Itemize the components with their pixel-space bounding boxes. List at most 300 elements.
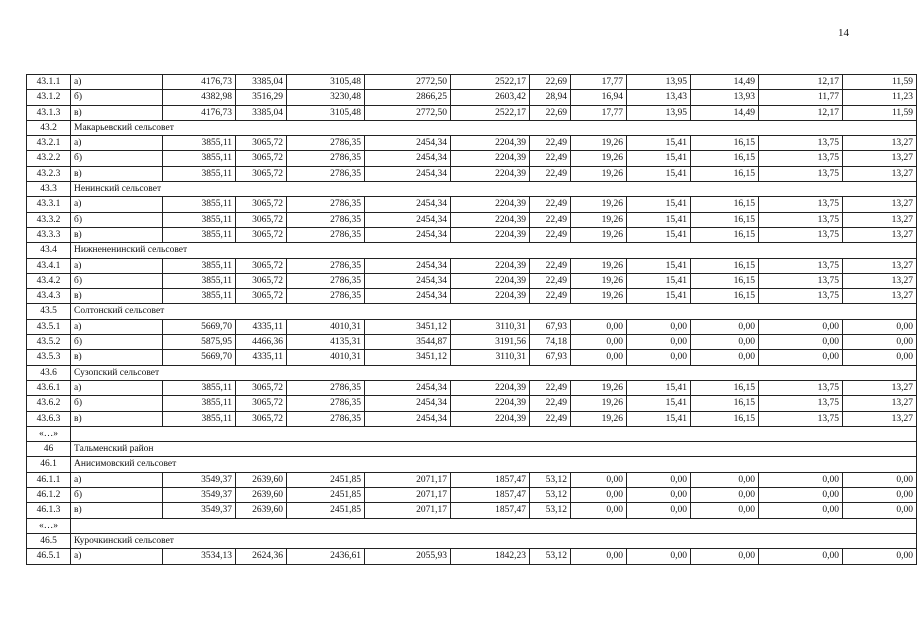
row-code: 43.3.3: [27, 227, 71, 242]
value-cell: 13,27: [843, 289, 917, 304]
value-cell: 19,26: [571, 151, 627, 166]
row-label: а): [71, 472, 163, 487]
value-cell: 3549,37: [163, 472, 236, 487]
value-cell: 2204,39: [451, 273, 530, 288]
value-cell: 14,49: [691, 75, 759, 90]
value-cell: 0,00: [571, 350, 627, 365]
value-cell: 2454,34: [365, 151, 451, 166]
value-cell: 13,75: [759, 227, 843, 242]
value-cell: 3065,72: [236, 273, 287, 288]
value-cell: 3451,12: [365, 319, 451, 334]
section-header-row: [27, 365, 917, 380]
value-cell: 3855,11: [163, 411, 236, 426]
section-title: Макарьевский сельсовет: [71, 120, 917, 135]
row-code: 43.1.3: [27, 105, 71, 120]
section-header-row: [27, 120, 917, 135]
value-cell: 0,00: [843, 319, 917, 334]
value-cell: 2204,39: [451, 212, 530, 227]
value-cell: 0,00: [571, 549, 627, 564]
section-header-row: [27, 304, 917, 319]
value-cell: 22,49: [530, 227, 571, 242]
row-code: 43.5.3: [27, 350, 71, 365]
value-cell: 16,15: [691, 380, 759, 395]
value-cell: 1857,47: [451, 503, 530, 518]
value-cell: 2786,35: [287, 411, 365, 426]
value-cell: 0,00: [759, 549, 843, 564]
value-cell: 22,49: [530, 411, 571, 426]
value-cell: 0,00: [627, 335, 691, 350]
value-cell: 0,00: [627, 488, 691, 503]
value-cell: 3110,31: [451, 319, 530, 334]
value-cell: 2451,85: [287, 472, 365, 487]
value-cell: 0,00: [571, 488, 627, 503]
table-row: [27, 166, 917, 181]
value-cell: 12,17: [759, 75, 843, 90]
value-cell: 16,15: [691, 166, 759, 181]
value-cell: 2204,39: [451, 396, 530, 411]
value-cell: 2204,39: [451, 151, 530, 166]
value-cell: 3855,11: [163, 136, 236, 151]
value-cell: 11,23: [843, 90, 917, 105]
value-cell: 16,15: [691, 396, 759, 411]
value-cell: 13,27: [843, 396, 917, 411]
value-cell: 2786,35: [287, 258, 365, 273]
value-cell: 2624,36: [236, 549, 287, 564]
value-cell: 2451,85: [287, 503, 365, 518]
row-code: 43.6.2: [27, 396, 71, 411]
value-cell: 0,00: [759, 335, 843, 350]
value-cell: 19,26: [571, 166, 627, 181]
row-code: 43.3.1: [27, 197, 71, 212]
value-cell: 2454,34: [365, 411, 451, 426]
value-cell: 17,77: [571, 75, 627, 90]
section-header-row: [27, 533, 917, 548]
table-row: [27, 350, 917, 365]
value-cell: 3855,11: [163, 380, 236, 395]
value-cell: 67,93: [530, 350, 571, 365]
value-cell: 15,41: [627, 289, 691, 304]
empty-cell: [71, 426, 917, 441]
value-cell: 2786,35: [287, 151, 365, 166]
value-cell: 13,75: [759, 380, 843, 395]
value-cell: 13,27: [843, 136, 917, 151]
section-title: Нижнененинский сельсовет: [71, 243, 917, 258]
value-cell: 11,59: [843, 75, 917, 90]
section-code: 46: [27, 442, 71, 457]
value-cell: 2454,34: [365, 197, 451, 212]
ellipsis-mark: «…»: [27, 518, 71, 533]
value-cell: 4135,31: [287, 335, 365, 350]
row-code: 43.2.2: [27, 151, 71, 166]
value-cell: 3065,72: [236, 396, 287, 411]
row-code: 46.1.3: [27, 503, 71, 518]
ellipsis-row: [27, 426, 917, 441]
table-row: [27, 503, 917, 518]
value-cell: 2204,39: [451, 166, 530, 181]
value-cell: 1857,47: [451, 472, 530, 487]
table-row: [27, 335, 917, 350]
value-cell: 13,75: [759, 166, 843, 181]
section-title: Анисимовский сельсовет: [71, 457, 917, 472]
value-cell: 2639,60: [236, 472, 287, 487]
value-cell: 22,69: [530, 75, 571, 90]
value-cell: 13,27: [843, 380, 917, 395]
row-code: 43.3.2: [27, 212, 71, 227]
row-code: 43.4.1: [27, 258, 71, 273]
section-header-row: [27, 457, 917, 472]
value-cell: 22,49: [530, 212, 571, 227]
value-cell: 2454,34: [365, 289, 451, 304]
row-code: 43.1.2: [27, 90, 71, 105]
row-code: 43.4.2: [27, 273, 71, 288]
value-cell: 5669,70: [163, 319, 236, 334]
value-cell: 19,26: [571, 197, 627, 212]
row-label: а): [71, 380, 163, 395]
row-code: 43.2.3: [27, 166, 71, 181]
value-cell: 2204,39: [451, 289, 530, 304]
value-cell: 0,00: [691, 472, 759, 487]
row-label: а): [71, 549, 163, 564]
value-cell: 16,15: [691, 136, 759, 151]
value-cell: 12,17: [759, 105, 843, 120]
row-code: 43.6.1: [27, 380, 71, 395]
value-cell: 2454,34: [365, 212, 451, 227]
row-label: в): [71, 166, 163, 181]
value-cell: 0,00: [627, 549, 691, 564]
value-cell: 3549,37: [163, 488, 236, 503]
value-cell: 2639,60: [236, 503, 287, 518]
section-title: Ненинский сельсовет: [71, 182, 917, 197]
value-cell: 0,00: [691, 549, 759, 564]
value-cell: 0,00: [843, 335, 917, 350]
value-cell: 16,15: [691, 411, 759, 426]
value-cell: 74,18: [530, 335, 571, 350]
value-cell: 3385,04: [236, 105, 287, 120]
value-cell: 3855,11: [163, 273, 236, 288]
section-code: 43.5: [27, 304, 71, 319]
value-cell: 22,49: [530, 380, 571, 395]
value-cell: 4382,98: [163, 90, 236, 105]
value-cell: 0,00: [627, 319, 691, 334]
row-code: 46.1.1: [27, 472, 71, 487]
table-row: [27, 212, 917, 227]
value-cell: 2866,25: [365, 90, 451, 105]
value-cell: 15,41: [627, 411, 691, 426]
value-cell: 13,27: [843, 411, 917, 426]
value-cell: 11,59: [843, 105, 917, 120]
value-cell: 2071,17: [365, 503, 451, 518]
value-cell: 2204,39: [451, 411, 530, 426]
value-cell: 13,27: [843, 197, 917, 212]
value-cell: 2055,93: [365, 549, 451, 564]
value-cell: 0,00: [759, 472, 843, 487]
value-cell: 0,00: [691, 319, 759, 334]
row-label: б): [71, 488, 163, 503]
value-cell: 3855,11: [163, 258, 236, 273]
value-cell: 2639,60: [236, 488, 287, 503]
table-row: [27, 472, 917, 487]
value-cell: 16,15: [691, 212, 759, 227]
table-row: [27, 549, 917, 564]
value-cell: 3516,29: [236, 90, 287, 105]
value-cell: 3065,72: [236, 380, 287, 395]
value-cell: 19,26: [571, 411, 627, 426]
value-cell: 13,27: [843, 212, 917, 227]
value-cell: 3065,72: [236, 258, 287, 273]
value-cell: 3855,11: [163, 212, 236, 227]
value-cell: 3855,11: [163, 166, 236, 181]
empty-cell: [71, 518, 917, 533]
value-cell: 22,69: [530, 105, 571, 120]
value-cell: 0,00: [571, 503, 627, 518]
value-cell: 13,75: [759, 258, 843, 273]
section-code: 43.2: [27, 120, 71, 135]
value-cell: 13,75: [759, 197, 843, 212]
row-label: б): [71, 335, 163, 350]
value-cell: 5669,70: [163, 350, 236, 365]
row-label: в): [71, 105, 163, 120]
value-cell: 22,49: [530, 151, 571, 166]
tariff-table: [26, 74, 917, 565]
value-cell: 2454,34: [365, 396, 451, 411]
value-cell: 19,26: [571, 227, 627, 242]
value-cell: 3065,72: [236, 227, 287, 242]
value-cell: 53,12: [530, 488, 571, 503]
table-row: [27, 105, 917, 120]
value-cell: 0,00: [627, 472, 691, 487]
page-number: 14: [838, 27, 849, 39]
table-row: [27, 258, 917, 273]
section-title: Тальменский район: [71, 442, 917, 457]
value-cell: 2454,34: [365, 258, 451, 273]
table-row: [27, 488, 917, 503]
value-cell: 0,00: [759, 350, 843, 365]
value-cell: 19,26: [571, 258, 627, 273]
table-row: [27, 289, 917, 304]
section-header-row: [27, 243, 917, 258]
value-cell: 4176,73: [163, 75, 236, 90]
row-label: в): [71, 350, 163, 365]
value-cell: 0,00: [691, 488, 759, 503]
value-cell: 13,95: [627, 75, 691, 90]
value-cell: 3451,12: [365, 350, 451, 365]
value-cell: 0,00: [843, 549, 917, 564]
value-cell: 2454,34: [365, 166, 451, 181]
row-code: 43.5.2: [27, 335, 71, 350]
value-cell: 3534,13: [163, 549, 236, 564]
value-cell: 0,00: [627, 503, 691, 518]
value-cell: 3855,11: [163, 227, 236, 242]
value-cell: 16,15: [691, 227, 759, 242]
value-cell: 0,00: [571, 472, 627, 487]
value-cell: 2071,17: [365, 472, 451, 487]
value-cell: 13,27: [843, 258, 917, 273]
ellipsis-mark: «…»: [27, 426, 71, 441]
value-cell: 2436,61: [287, 549, 365, 564]
value-cell: 53,12: [530, 472, 571, 487]
row-label: а): [71, 197, 163, 212]
table-row: [27, 396, 917, 411]
value-cell: 0,00: [571, 335, 627, 350]
value-cell: 3105,48: [287, 75, 365, 90]
row-code: 43.6.3: [27, 411, 71, 426]
value-cell: 2204,39: [451, 380, 530, 395]
value-cell: 13,75: [759, 411, 843, 426]
table-row: [27, 90, 917, 105]
value-cell: 13,75: [759, 151, 843, 166]
value-cell: 4466,36: [236, 335, 287, 350]
value-cell: 3065,72: [236, 197, 287, 212]
value-cell: 3544,87: [365, 335, 451, 350]
table-row: [27, 319, 917, 334]
value-cell: 15,41: [627, 396, 691, 411]
value-cell: 4176,73: [163, 105, 236, 120]
value-cell: 13,27: [843, 166, 917, 181]
value-cell: 15,41: [627, 166, 691, 181]
value-cell: 3065,72: [236, 136, 287, 151]
value-cell: 3065,72: [236, 166, 287, 181]
value-cell: 0,00: [627, 350, 691, 365]
value-cell: 16,15: [691, 273, 759, 288]
section-title: Курочкинский сельсовет: [71, 533, 917, 548]
ellipsis-row: [27, 518, 917, 533]
value-cell: 3855,11: [163, 396, 236, 411]
value-cell: 15,41: [627, 258, 691, 273]
value-cell: 0,00: [843, 350, 917, 365]
value-cell: 2786,35: [287, 380, 365, 395]
value-cell: 0,00: [759, 319, 843, 334]
row-label: а): [71, 75, 163, 90]
row-label: а): [71, 258, 163, 273]
value-cell: 15,41: [627, 380, 691, 395]
value-cell: 2786,35: [287, 136, 365, 151]
value-cell: 3065,72: [236, 151, 287, 166]
value-cell: 2204,39: [451, 227, 530, 242]
value-cell: 3855,11: [163, 289, 236, 304]
value-cell: 15,41: [627, 136, 691, 151]
section-header-row: [27, 442, 917, 457]
value-cell: 2786,35: [287, 212, 365, 227]
row-code: 46.5.1: [27, 549, 71, 564]
value-cell: 3065,72: [236, 289, 287, 304]
value-cell: 53,12: [530, 503, 571, 518]
table-row: [27, 151, 917, 166]
value-cell: 2786,35: [287, 227, 365, 242]
table-row: [27, 136, 917, 151]
value-cell: 3855,11: [163, 151, 236, 166]
value-cell: 15,41: [627, 197, 691, 212]
value-cell: 2204,39: [451, 136, 530, 151]
value-cell: 2786,35: [287, 273, 365, 288]
value-cell: 4010,31: [287, 350, 365, 365]
value-cell: 16,15: [691, 197, 759, 212]
value-cell: 2522,17: [451, 105, 530, 120]
value-cell: 16,15: [691, 258, 759, 273]
row-label: б): [71, 212, 163, 227]
value-cell: 5875,95: [163, 335, 236, 350]
value-cell: 22,49: [530, 166, 571, 181]
row-label: б): [71, 151, 163, 166]
value-cell: 3065,72: [236, 411, 287, 426]
section-header-row: [27, 182, 917, 197]
value-cell: 19,26: [571, 380, 627, 395]
value-cell: 16,94: [571, 90, 627, 105]
section-title: Сузопский сельсовет: [71, 365, 917, 380]
value-cell: 2522,17: [451, 75, 530, 90]
row-code: 43.1.1: [27, 75, 71, 90]
value-cell: 0,00: [759, 503, 843, 518]
value-cell: 0,00: [843, 503, 917, 518]
value-cell: 3385,04: [236, 75, 287, 90]
value-cell: 2454,34: [365, 380, 451, 395]
value-cell: 2786,35: [287, 396, 365, 411]
value-cell: 19,26: [571, 212, 627, 227]
value-cell: 2071,17: [365, 488, 451, 503]
value-cell: 13,27: [843, 227, 917, 242]
value-cell: 14,49: [691, 105, 759, 120]
value-cell: 2786,35: [287, 197, 365, 212]
value-cell: 4335,11: [236, 350, 287, 365]
value-cell: 2603,42: [451, 90, 530, 105]
table-row: [27, 380, 917, 395]
value-cell: 3191,56: [451, 335, 530, 350]
value-cell: 2772,50: [365, 75, 451, 90]
value-cell: 0,00: [691, 350, 759, 365]
row-label: в): [71, 289, 163, 304]
value-cell: 3105,48: [287, 105, 365, 120]
value-cell: 1842,23: [451, 549, 530, 564]
value-cell: 53,12: [530, 549, 571, 564]
value-cell: 13,27: [843, 273, 917, 288]
value-cell: 19,26: [571, 136, 627, 151]
value-cell: 13,75: [759, 396, 843, 411]
value-cell: 2451,85: [287, 488, 365, 503]
row-label: в): [71, 227, 163, 242]
value-cell: 3230,48: [287, 90, 365, 105]
value-cell: 2204,39: [451, 258, 530, 273]
row-code: 43.4.3: [27, 289, 71, 304]
row-label: в): [71, 503, 163, 518]
value-cell: 16,15: [691, 289, 759, 304]
value-cell: 2204,39: [451, 197, 530, 212]
value-cell: 3110,31: [451, 350, 530, 365]
section-code: 43.3: [27, 182, 71, 197]
section-code: 43.4: [27, 243, 71, 258]
value-cell: 2786,35: [287, 289, 365, 304]
value-cell: 0,00: [691, 335, 759, 350]
value-cell: 4010,31: [287, 319, 365, 334]
value-cell: 22,49: [530, 273, 571, 288]
table-row: [27, 411, 917, 426]
value-cell: 3855,11: [163, 197, 236, 212]
value-cell: 15,41: [627, 227, 691, 242]
table-row: [27, 227, 917, 242]
value-cell: 2454,34: [365, 136, 451, 151]
row-code: 43.2.1: [27, 136, 71, 151]
value-cell: 0,00: [843, 472, 917, 487]
row-label: б): [71, 90, 163, 105]
row-label: б): [71, 396, 163, 411]
value-cell: 19,26: [571, 289, 627, 304]
value-cell: 15,41: [627, 212, 691, 227]
value-cell: 13,75: [759, 136, 843, 151]
table-row: [27, 75, 917, 90]
value-cell: 15,41: [627, 273, 691, 288]
row-code: 43.5.1: [27, 319, 71, 334]
value-cell: 0,00: [691, 503, 759, 518]
value-cell: 11,77: [759, 90, 843, 105]
value-cell: 2772,50: [365, 105, 451, 120]
